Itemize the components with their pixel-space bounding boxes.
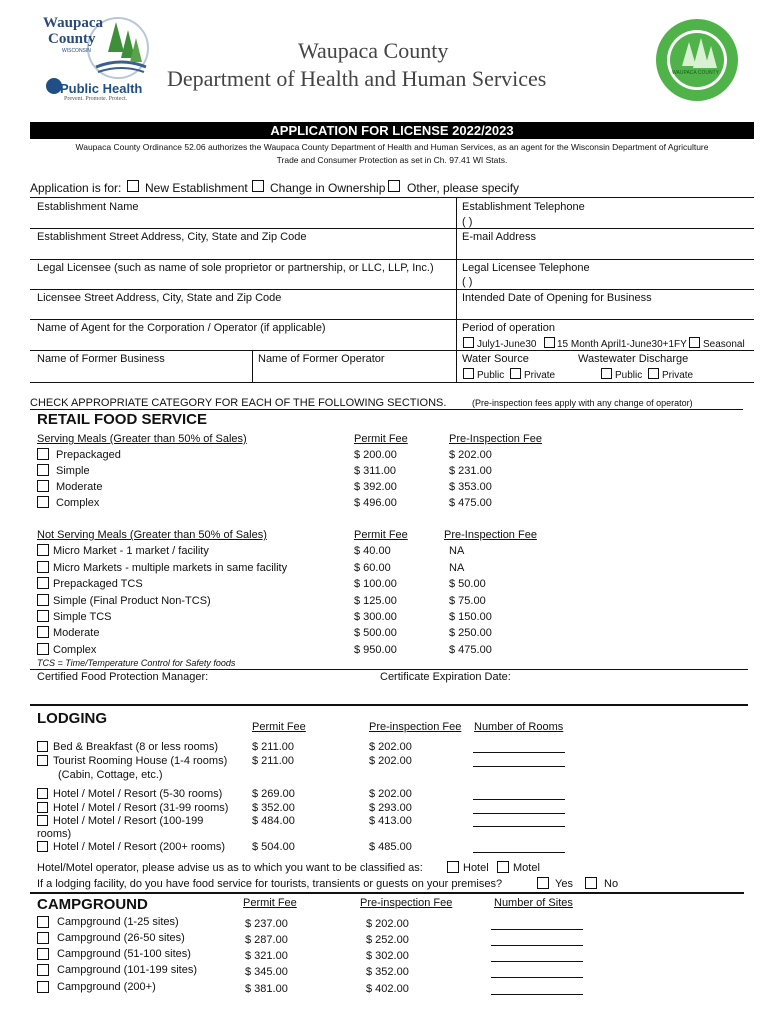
rooms-input[interactable] — [473, 816, 565, 827]
row-pre: $ 475.00 — [449, 644, 492, 656]
row-permit: $ 100.00 — [354, 578, 397, 590]
serving-simple-checkbox[interactable] — [37, 464, 49, 476]
serving-pre-heading: Pre-Inspection Fee — [449, 433, 542, 445]
tcs-note: TCS = Time/Temperature Control for Safety foods — [37, 658, 236, 668]
lodging-rooms-heading: Number of Rooms — [474, 721, 564, 733]
row-permit: $ 200.00 — [354, 449, 397, 461]
hotel-31-99-checkbox[interactable] — [37, 802, 48, 813]
hotel-label: Hotel — [463, 862, 489, 874]
period-july-checkbox[interactable] — [463, 337, 474, 348]
row-pre: $ 231.00 — [449, 465, 492, 477]
row-pre: NA — [449, 562, 465, 574]
row-label: Tourist Rooming House (1-4 rooms) — [53, 755, 228, 767]
rooms-input[interactable] — [473, 789, 565, 800]
rooms-input[interactable] — [473, 803, 565, 814]
email-label: E-mail Address — [462, 231, 536, 243]
former-operator-label: Name of Former Operator — [258, 353, 385, 365]
row-permit: $ 300.00 — [354, 611, 397, 623]
licensee-phone-field[interactable]: ( ) — [462, 276, 473, 288]
new-establishment-label: New Establishment — [145, 181, 248, 195]
serving-prepackaged-checkbox[interactable] — [37, 448, 49, 460]
logo-tagline: Prevent. Promote. Protect. — [64, 96, 128, 102]
row-permit: $ 504.00 — [252, 841, 295, 853]
row-label: Simple (Final Product Non-TCS) — [53, 595, 211, 607]
food-service-question: If a lodging facility, do you have food service for tourists, transients or guests on your premises? — [37, 878, 503, 890]
row-pre: NA — [449, 545, 465, 557]
micro-market-checkbox[interactable] — [37, 544, 49, 556]
lodging-title: LODGING — [37, 710, 107, 727]
establishment-phone-field[interactable]: ( ) — [462, 216, 473, 228]
establishment-name-label: Establishment Name — [37, 201, 139, 213]
prepackaged-tcs-checkbox[interactable] — [37, 577, 49, 589]
agent-label: Name of Agent for the Corporation / Operator (if applicable) — [37, 322, 326, 334]
cfpm-label: Certified Food Protection Manager: — [37, 671, 209, 683]
serving-moderate-checkbox[interactable] — [37, 480, 49, 492]
row-permit: $ 352.00 — [252, 802, 295, 814]
serving-complex-checkbox[interactable] — [37, 496, 49, 508]
motel-checkbox[interactable] — [497, 861, 509, 873]
establishment-phone-label: Establishment Telephone — [462, 201, 585, 213]
period-15month-label: 15 Month April1-June30+1FY — [557, 339, 687, 350]
sites-input[interactable] — [491, 935, 583, 946]
licensee-label: Legal Licensee (such as name of sole proprietor or partnership, or LLC, LLP, Inc.) — [37, 262, 434, 274]
water-public-label: Public — [477, 370, 505, 381]
water-private-checkbox[interactable] — [510, 368, 521, 379]
waste-private-label: Private — [662, 370, 694, 381]
water-source-label: Water Source — [462, 353, 529, 365]
licensee-phone-label: Legal Licensee Telephone — [462, 262, 590, 274]
wastewater-label: Wastewater Discharge — [578, 353, 689, 365]
camp-200-checkbox[interactable] — [37, 981, 49, 993]
period-seasonal-label: Seasonal — [703, 339, 745, 350]
lodging-divider — [30, 704, 748, 706]
row-label: Micro Markets - multiple markets in same facility — [53, 562, 288, 574]
row-permit: $ 950.00 — [354, 644, 397, 656]
opening-date-label: Intended Date of Opening for Business — [462, 292, 652, 304]
not-serving-complex-checkbox[interactable] — [37, 643, 49, 655]
row-permit: $ 500.00 — [354, 627, 397, 639]
seal-text: WAUPACA COUNTY — [672, 70, 719, 76]
row-pre: $ 202.00 — [369, 741, 412, 753]
row-label: Bed & Breakfast (8 or less rooms) — [53, 741, 219, 753]
sites-input[interactable] — [491, 919, 583, 930]
change-ownership-label: Change in Ownership — [270, 181, 386, 195]
other-label: Other, please specify — [407, 181, 520, 195]
row-pre: $ 252.00 — [366, 934, 409, 946]
lodging-permit-heading: Permit Fee — [252, 721, 306, 733]
row-label: Moderate — [53, 627, 100, 639]
micro-markets-multi-checkbox[interactable] — [37, 561, 49, 573]
row-pre: $ 202.00 — [369, 788, 412, 800]
row-label: Complex — [56, 497, 100, 509]
banner-text: APPLICATION FOR LICENSE 2022/2023 — [270, 123, 514, 138]
row-permit: $ 381.00 — [245, 983, 288, 995]
county-seal — [655, 18, 739, 102]
row-pre: $ 352.00 — [366, 966, 409, 978]
row-permit: $ 321.00 — [245, 950, 288, 962]
change-ownership-checkbox[interactable] — [252, 180, 264, 192]
row-label: Complex — [53, 644, 97, 656]
row-permit: $ 237.00 — [245, 918, 288, 930]
camp-permit-heading: Permit Fee — [243, 897, 297, 909]
other-checkbox[interactable] — [388, 180, 400, 192]
hotel-checkbox[interactable] — [447, 861, 459, 873]
serving-permit-heading: Permit Fee — [354, 433, 408, 445]
yes-label: Yes — [555, 878, 573, 890]
logo-word-3: WISCONSIN — [62, 48, 91, 54]
water-private-label: Private — [524, 370, 556, 381]
former-business-label: Name of Former Business — [37, 353, 165, 365]
row-pre: $ 75.00 — [449, 595, 486, 607]
row-permit: $ 60.00 — [354, 562, 391, 574]
rooms-input[interactable] — [473, 756, 565, 767]
rooms-wrap-text: rooms) — [37, 828, 72, 840]
row-permit: $ 345.00 — [245, 966, 288, 978]
title-line-1: Waupaca County — [298, 38, 449, 63]
hotel-200-checkbox[interactable] — [37, 841, 48, 852]
row-pre: $ 202.00 — [366, 918, 409, 930]
campground-divider — [30, 892, 744, 894]
ordinance-line-1: Waupaca County Ordinance 52.06 authorizes the Waupaca County Department of Health and Human Services, as an agent for the Wisconsin Department of Agriculture — [75, 142, 709, 152]
cabin-note: (Cabin, Cottage, etc.) — [58, 769, 163, 781]
period-label: Period of operation — [462, 322, 555, 334]
row-label: Hotel / Motel / Resort (100-199 — [53, 815, 204, 827]
logo-word-1: Waupaca — [43, 15, 104, 31]
row-pre: $ 475.00 — [449, 497, 492, 509]
row-pre: $ 202.00 — [449, 449, 492, 461]
camp-sites-heading: Number of Sites — [494, 897, 573, 909]
row-label: Hotel / Motel / Resort (5-30 rooms) — [53, 788, 223, 800]
row-permit: $ 211.00 — [252, 755, 295, 767]
simple-tcs-checkbox[interactable] — [37, 610, 49, 622]
classify-question: Hotel/Motel operator, please advise us as to which you want to be classified as: — [37, 862, 423, 874]
not-serving-moderate-checkbox[interactable] — [37, 626, 49, 638]
ordinance-line-2: Trade and Consumer Protection as set in Ch. 97.41 WI Stats. — [276, 155, 508, 165]
camp-26-50-checkbox[interactable] — [37, 932, 49, 944]
new-establishment-checkbox[interactable] — [127, 180, 139, 192]
row-permit: $ 287.00 — [245, 934, 288, 946]
row-pre: $ 250.00 — [449, 627, 492, 639]
row-label: Campground (26-50 sites) — [57, 932, 185, 944]
row-permit: $ 125.00 — [354, 595, 397, 607]
retail-title: RETAIL FOOD SERVICE — [37, 411, 208, 428]
row-label: Moderate — [56, 481, 103, 493]
campground-title: CAMPGROUND — [37, 896, 148, 913]
no-label: No — [604, 878, 619, 890]
row-pre: $ 402.00 — [366, 983, 409, 995]
row-permit: $ 392.00 — [354, 481, 397, 493]
row-label: Campground (101-199 sites) — [57, 964, 198, 976]
rooms-input[interactable] — [473, 742, 565, 753]
row-pre: $ 413.00 — [369, 815, 412, 827]
hotel-100-199-checkbox[interactable] — [37, 815, 48, 826]
waste-public-label: Public — [615, 370, 643, 381]
public-health-label: Public Health — [60, 81, 143, 96]
sites-input[interactable] — [491, 984, 583, 995]
period-seasonal-checkbox[interactable] — [689, 337, 700, 348]
serving-meals-heading: Serving Meals (Greater than 50% of Sales) — [37, 433, 247, 445]
row-label: Prepackaged — [56, 449, 121, 461]
waste-public-checkbox[interactable] — [601, 368, 612, 379]
motel-label: Motel — [513, 862, 540, 874]
camp-101-199-checkbox[interactable] — [37, 964, 49, 976]
food-no-checkbox[interactable] — [585, 877, 597, 889]
check-instruction: CHECK APPROPRIATE CATEGORY FOR EACH OF THE FOLLOWING SECTIONS. — [30, 397, 447, 409]
logo-word-2: County — [48, 31, 96, 47]
camp-pre-heading: Pre-inspection Fee — [360, 897, 453, 909]
food-yes-checkbox[interactable] — [537, 877, 549, 889]
not-serving-permit-heading: Permit Fee — [354, 529, 408, 541]
row-label: Hotel / Motel / Resort (200+ rooms) — [53, 841, 226, 853]
row-permit: $ 269.00 — [252, 788, 295, 800]
simple-non-tcs-checkbox[interactable] — [37, 594, 49, 606]
row-pre: $ 302.00 — [366, 950, 409, 962]
row-permit: $ 311.00 — [354, 465, 397, 477]
row-label: Campground (1-25 sites) — [57, 916, 179, 928]
row-label: Simple TCS — [53, 611, 112, 623]
camp-1-25-checkbox[interactable] — [37, 916, 49, 928]
sites-input[interactable] — [491, 951, 583, 962]
row-label: Campground (200+) — [57, 981, 156, 993]
row-label: Campground (51-100 sites) — [57, 948, 191, 960]
licensee-street-label: Licensee Street Address, City, State and Zip Code — [37, 292, 282, 304]
row-pre: $ 150.00 — [449, 611, 492, 623]
row-permit: $ 496.00 — [354, 497, 397, 509]
establishment-name-field[interactable] — [32, 213, 452, 227]
not-serving-pre-heading: Pre-Inspection Fee — [444, 529, 537, 541]
row-pre: $ 353.00 — [449, 481, 492, 493]
row-label: Simple — [56, 465, 90, 477]
row-label: Micro Market - 1 market / facility — [53, 545, 209, 557]
county-seal-icon — [655, 18, 739, 102]
waste-private-checkbox[interactable] — [648, 368, 659, 379]
row-permit: $ 484.00 — [252, 815, 295, 827]
title-line-2: Department of Health and Human Services — [167, 66, 547, 91]
row-permit: $ 211.00 — [252, 741, 295, 753]
period-15month-checkbox[interactable] — [544, 337, 555, 348]
row-pre: $ 485.00 — [369, 841, 412, 853]
cert-exp-label: Certificate Expiration Date: — [380, 671, 511, 683]
row-pre: $ 50.00 — [449, 578, 486, 590]
hotel-5-30-checkbox[interactable] — [37, 788, 48, 799]
row-label: Prepackaged TCS — [53, 578, 143, 590]
row-label: Hotel / Motel / Resort (31-99 rooms) — [53, 802, 229, 814]
rooms-input[interactable] — [473, 842, 565, 853]
app-for-label: Application is for: — [30, 181, 122, 195]
lodging-pre-heading: Pre-inspection Fee — [369, 721, 462, 733]
check-note: (Pre-inspection fees apply with any change of operator) — [472, 398, 693, 408]
street-label: Establishment Street Address, City, State and Zip Code — [37, 231, 307, 243]
bed-breakfast-checkbox[interactable] — [37, 741, 48, 752]
tourist-rooming-checkbox[interactable] — [37, 755, 48, 766]
camp-51-100-checkbox[interactable] — [37, 948, 49, 960]
sites-input[interactable] — [491, 967, 583, 978]
not-serving-heading: Not Serving Meals (Greater than 50% of Sales) — [37, 529, 267, 541]
water-public-checkbox[interactable] — [463, 368, 474, 379]
row-permit: $ 40.00 — [354, 545, 391, 557]
row-pre: $ 293.00 — [369, 802, 412, 814]
row-pre: $ 202.00 — [369, 755, 412, 767]
period-july-label: July1-June30 — [477, 339, 537, 350]
